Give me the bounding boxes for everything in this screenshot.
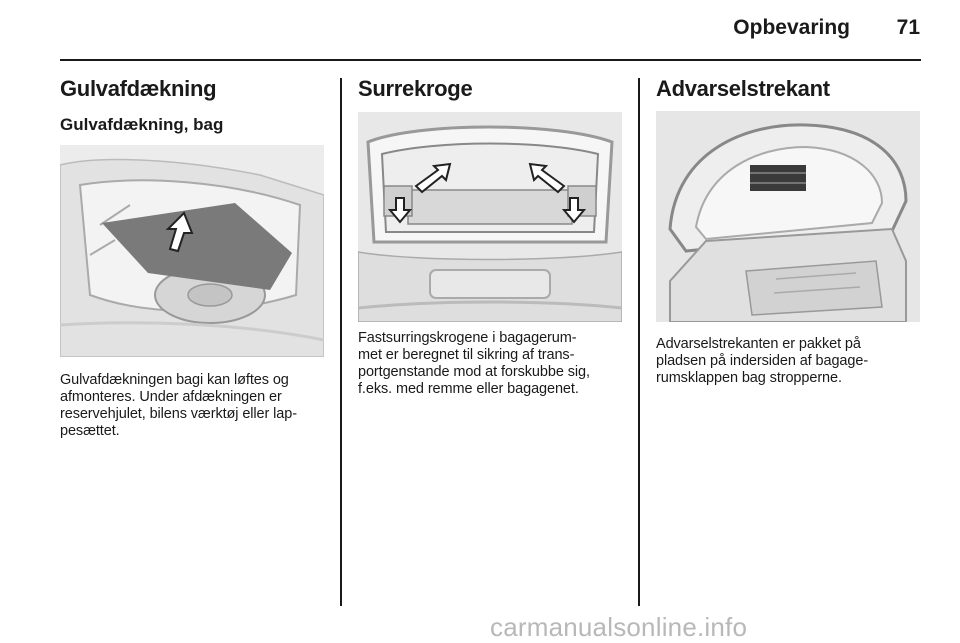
heading-lashing-hooks: Surrekroge bbox=[358, 76, 473, 101]
text-line: portgenstande mod at forskubbe sig, bbox=[358, 364, 590, 380]
body-text-warning-triangle bbox=[656, 336, 926, 387]
column-divider bbox=[340, 78, 342, 606]
header-divider bbox=[60, 59, 921, 61]
body-text-lashing-hooks bbox=[358, 330, 628, 398]
text-line: pesættet. bbox=[60, 423, 120, 439]
text-line: Advarselstrekanten er pakket på bbox=[656, 336, 861, 352]
column-divider bbox=[638, 78, 640, 606]
figure-warning-triangle bbox=[656, 111, 920, 322]
text-line: met er beregnet til sikring af trans- bbox=[358, 347, 575, 363]
figure-lashing-hooks bbox=[358, 112, 622, 322]
heading-warning-triangle: Advarselstrekant bbox=[656, 76, 830, 101]
column-lashing-hooks bbox=[358, 74, 623, 104]
section-title: Opbevaring bbox=[733, 16, 850, 39]
text-line: f.eks. med remme eller bagagenet. bbox=[358, 381, 579, 397]
text-line: Gulvafdækningen bagi kan løftes og bbox=[60, 372, 289, 388]
subheading-rear-floor-cover: Gulvafdækning, bag bbox=[60, 115, 224, 134]
column-floor-cover bbox=[60, 74, 325, 136]
figure-floor-cover bbox=[60, 145, 324, 357]
text-line: rumsklappen bag stropperne. bbox=[656, 370, 842, 386]
text-line: reservehjulet, bilens værktøj eller lap- bbox=[60, 406, 297, 422]
text-line: Fastsurringskrogene i bagagerum- bbox=[358, 330, 577, 346]
page-number: 71 bbox=[896, 16, 920, 39]
body-text-floor-cover bbox=[60, 372, 330, 440]
watermark: carmanualsonline.info bbox=[490, 612, 748, 642]
heading-floor-cover: Gulvafdækning bbox=[60, 76, 217, 101]
column-warning-triangle bbox=[656, 74, 921, 104]
text-line: afmonteres. Under afdækningen er bbox=[60, 389, 282, 405]
text-line: pladsen på indersiden af bagage- bbox=[656, 353, 869, 369]
